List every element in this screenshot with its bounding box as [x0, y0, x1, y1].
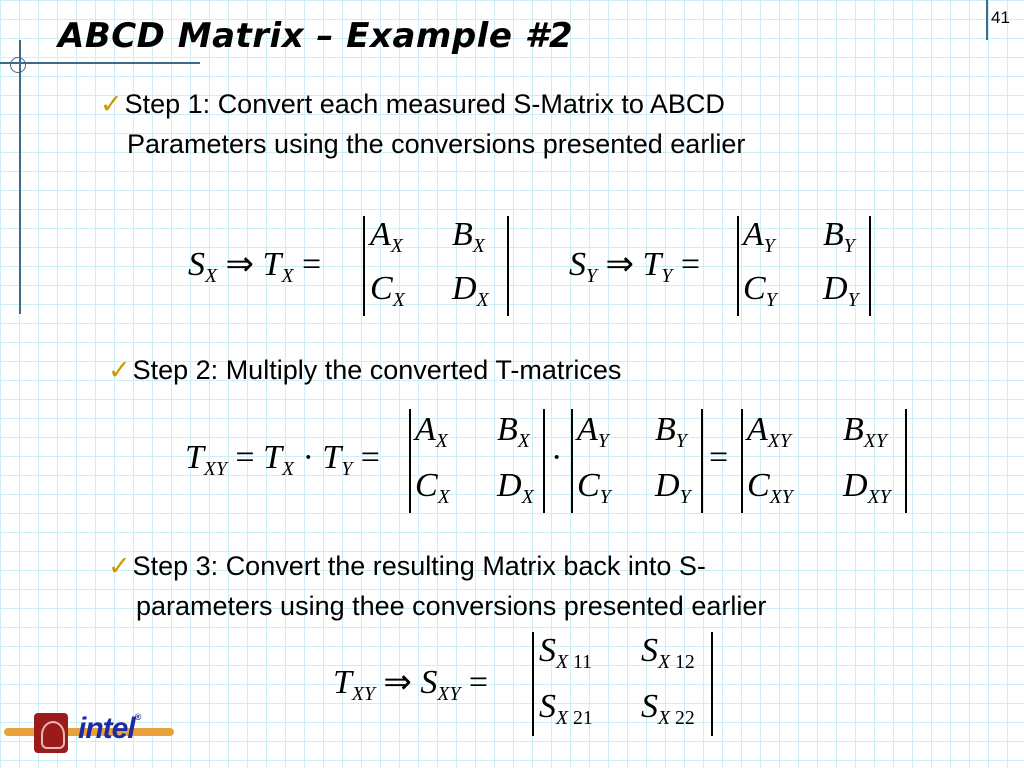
university-seal-icon	[34, 713, 68, 753]
step2-text: ✓Step 2: Multiply the converted T-matrices	[108, 355, 622, 385]
checkmark-icon: ✓	[100, 89, 123, 119]
checkmark-icon: ✓	[108, 551, 131, 581]
slide-title: ABCD Matrix – Example #2	[58, 16, 574, 56]
step1-text: ✓Step 1: Convert each measured S-Matrix to ABCD	[100, 89, 725, 119]
page-number: 41	[991, 8, 1010, 27]
equation-sy-to-ty: $S_Y$ ⇒ $T_Y$ = $A_Y$ $B_Y$ $C_Y$ $D_Y$	[565, 212, 885, 322]
equation-txy-to-sxy: $T_{XY}$ ⇒ $S_{XY}$ = $S_{X 11}$ $S_{X 12}$ $S_{X 21}$ $S_{X 22}$	[333, 630, 723, 740]
decorative-circle	[10, 57, 26, 73]
step3-text-line2: parameters using thee conversions presented earlier	[136, 591, 767, 621]
intel-logo: intel®	[78, 712, 141, 745]
decorative-rule-left	[19, 40, 21, 314]
checkmark-icon: ✓	[108, 355, 131, 385]
step1-text-line2: Parameters using the conversions presented earlier	[127, 129, 746, 159]
decorative-rule-horizontal	[0, 62, 200, 64]
equation-sx-to-tx: $S_X$ ⇒ $T_X$ = $A_X$ $B_X$ $C_X$ $D_X$	[180, 212, 520, 322]
equation-txy-product: $T_{XY} = T_X \cdot T_Y$ = $A_X$ $B_X$ $C_X$ $D_X$ · $A_Y$ $B_Y$ $C_Y$ $D_Y$ = $A_{XY}$ $B_{XY}$ $C_{XY}$ $D_{XY}$	[185, 405, 915, 517]
step3-text: ✓Step 3: Convert the resulting Matrix back into S-	[108, 551, 706, 581]
decorative-rule-right	[986, 0, 988, 40]
